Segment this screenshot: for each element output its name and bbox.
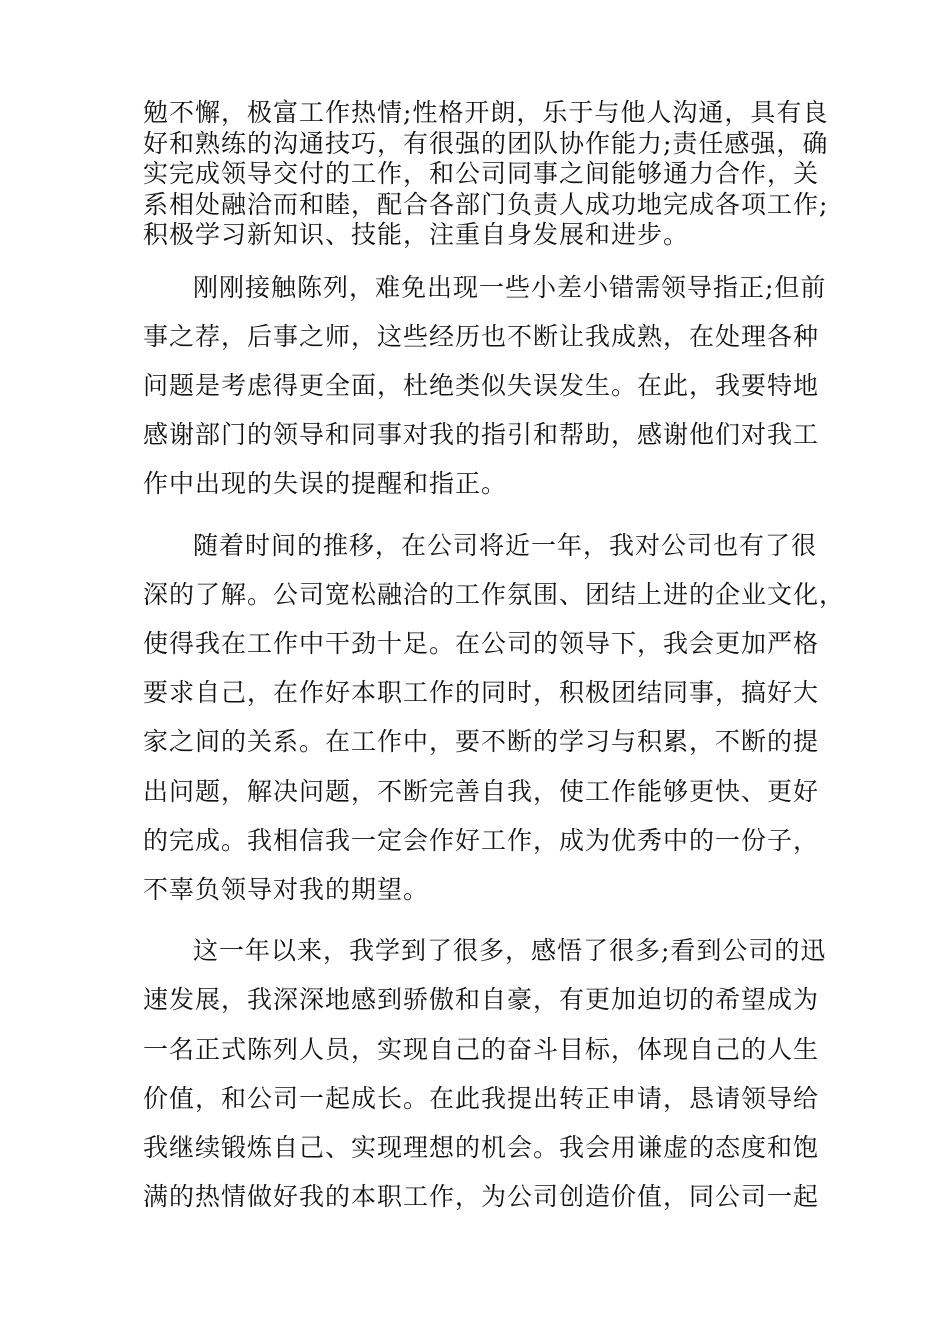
- text-line: 积极学习新知识、技能，注重自身发展和进步。: [143, 220, 690, 249]
- text-line: 不辜负领导对我的期望。: [143, 874, 430, 904]
- text-line: 我继续锻炼自己、实现理想的机会。我会用谦虚的态度和饱: [143, 1132, 820, 1162]
- text-line: 刚刚接触陈列，难免出现一些小差小错需领导指正;但前: [193, 272, 827, 302]
- text-line: 一名正式陈列人员，实现自己的奋斗目标，体现自己的人生: [143, 1034, 820, 1064]
- document-body: [143, 98, 846, 1221]
- text-line: 好和熟练的沟通技巧，有很强的团队协作能力;责任感强，确: [143, 128, 829, 158]
- text-line: 使得我在工作中干劲十足。在公司的领导下，我会更加严格: [143, 628, 820, 658]
- text-line: 速发展，我深深地感到骄傲和自豪，有更加迫切的希望成为: [143, 985, 820, 1015]
- text-line: 感谢部门的领导和同事对我的指引和帮助，感谢他们对我工: [143, 420, 820, 450]
- text-line: 的完成。我相信我一定会作好工作，成为优秀中的一份子，: [143, 825, 820, 855]
- text-line: 随着时间的推移，在公司将近一年，我对公司也有了很: [193, 530, 818, 560]
- paragraph-1: [143, 98, 829, 251]
- text-line: 深的了解。公司宽松融洽的工作氛围、团结上进的企业文化，: [143, 579, 846, 609]
- paragraph-4: [143, 926, 827, 1221]
- paragraph-3: [143, 521, 846, 915]
- text-line: 价值，和公司一起成长。在此我提出转正申请，恳请领导给: [143, 1083, 820, 1113]
- text-line: 满的热情做好我的本职工作，为公司创造价值，同公司一起: [143, 1182, 820, 1212]
- text-line: 系相处融洽而和睦，配合各部门负责人成功地完成各项工作;: [143, 189, 829, 219]
- text-line: 作中出现的失误的提醒和指正。: [143, 469, 508, 499]
- text-line: 事之荐，后事之师，这些经历也不断让我成熟，在处理各种: [143, 321, 820, 351]
- paragraph-2: [143, 263, 827, 509]
- text-line: 勉不懈，极富工作热情;性格开朗，乐于与他人沟通，具有良: [143, 98, 829, 127]
- text-line: 这一年以来，我学到了很多，感悟了很多;看到公司的迅: [193, 936, 827, 966]
- text-line: 家之间的关系。在工作中，要不断的学习与积累，不断的提: [143, 727, 820, 757]
- text-line: 实完成领导交付的工作，和公司同事之间能够通力合作，关: [143, 159, 820, 188]
- text-line: 要求自己，在作好本职工作的同时，积极团结同事，搞好大: [143, 678, 820, 708]
- text-line: 出问题，解决问题，不断完善自我，使工作能够更快、更好: [143, 776, 820, 806]
- text-line: 问题是考虑得更全面，杜绝类似失误发生。在此，我要特地: [143, 370, 820, 400]
